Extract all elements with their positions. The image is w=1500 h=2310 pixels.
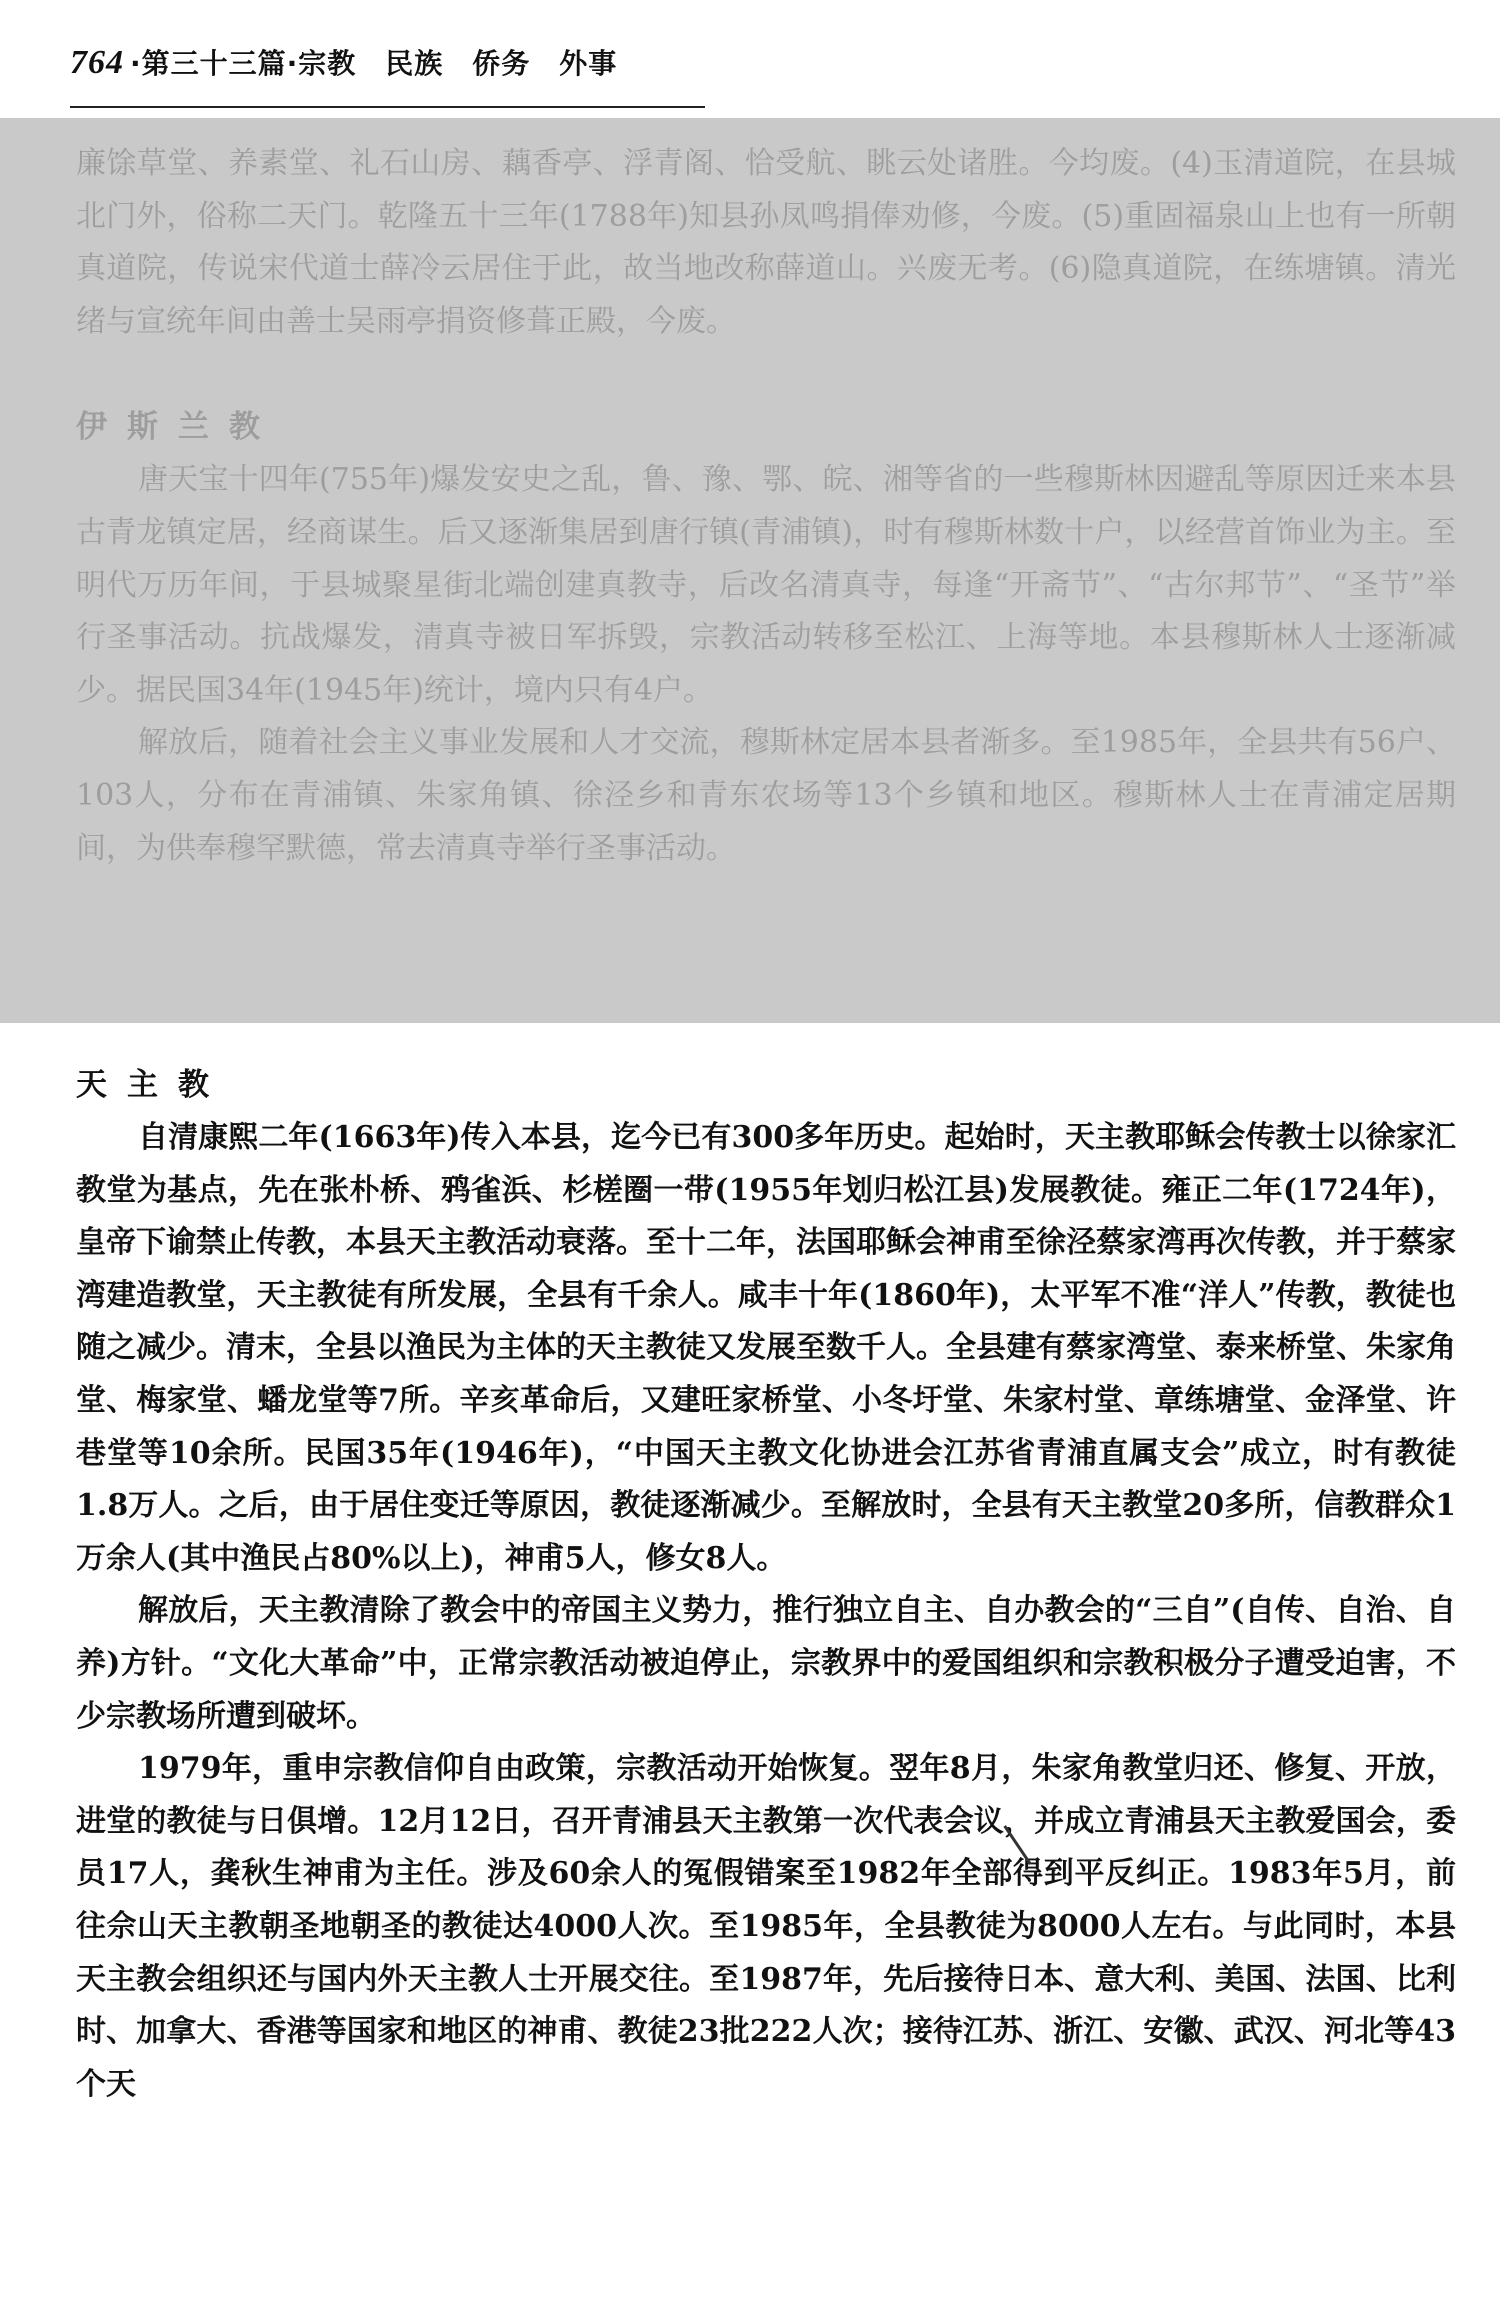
continuation-paragraph: 廉馀草堂、养素堂、礼石山房、藕香亭、浮青阁、恰受航、眺云处诸胜。今均废。(4)玉清道院，在县城北门外，俗称二天门。乾隆五十三年(1788年)知县孙凤鸣捐俸劝修，今废。(5)重固福泉山上也有一所朝真道院，传说宋代道士薛冷云居住于此，故当地改称薛道山。兴废无考。(6)隐真道院，在练塘镇。清光绪与宣统年间由善士吴雨亭捐资修葺正殿，今废。: [76, 146, 1456, 339]
islam-section: [76, 138, 1456, 875]
section-title: ·第三十三篇·宗教 民族 侨务 外事: [130, 47, 618, 80]
catholic-heading: 天主教: [76, 1067, 229, 1103]
islam-paragraph: 唐天宝十四年(755年)爆发安史之乱，鲁、豫、鄂、皖、湘等省的一些穆斯林因避乱等原因迁来本县古青龙镇定居，经商谋生。后又逐渐集居到唐行镇(青浦镇)，时有穆斯林数十户，以经营首饰业为主。至明代万历年间，于县城聚星街北端创建真教寺，后改名清真寺，每逢“开斋节”、“古尔邦节”、“圣节”举行圣事活动。抗战爆发，清真寺被日军拆毁，宗教活动转移至松江、上海等地。本县穆斯林人士逐渐减少。据民国34年(1945年)统计，境内只有4户。: [76, 462, 1456, 708]
islam-paragraph: 解放后，随着社会主义事业发展和人才交流，穆斯林定居本县者渐多。至1985年，全县共有56户、103人，分布在青浦镇、朱家角镇、徐泾乡和青东农场等13个乡镇和地区。穆斯林人士在青浦定居期间，为供奉穆罕默德，常去清真寺举行圣事活动。: [76, 725, 1456, 866]
page-number: 764: [70, 44, 124, 81]
islam-heading: 伊斯兰教: [76, 409, 280, 446]
catholic-paragraph: 1979年，重申宗教信仰自由政策，宗教活动开始恢复。翌年8月，朱家角教堂归还、修复、开放，进堂的教徒与日俱增。12月12日，召开青浦县天主教第一次代表会议，并成立青浦县天主教爱国会，委员17人，龚秋生神甫为主任。涉及60余人的冤假错案至1982年全部得到平反纠正。1983年5月，前往佘山天主教朝圣地朝圣的教徒达4000人次。至1985年，全县教徒为8000人左右。与此同时，本县天主教会组织还与国内外天主教人士开展交往。至1987年，先后接待日本、意大利、美国、法国、比利时、加拿大、香港等国家和地区的神甫、教徒23批222人次；接待江苏、浙江、安徽、武汉、河北等43个天: [76, 1751, 1456, 2102]
catholic-section: [76, 1058, 1456, 2111]
catholic-paragraph: 解放后，天主教清除了教会中的帝国主义势力，推行独立自主、自办教会的“三自”(自传、自治、自养)方针。“文化大革命”中，正常宗教活动被迫停止，宗教界中的爱国组织和宗教积极分子遭受迫害，不少宗教场所遭到破坏。: [76, 1593, 1456, 1734]
page-header: [70, 42, 705, 108]
catholic-paragraph: 自清康熙二年(1663年)传入本县，迄今已有300多年历史。起始时，天主教耶稣会传教士以徐家汇教堂为基点，先在张朴桥、鸦雀浜、杉槎圈一带(1955年划归松江县)发展教徒。雍正二年(1724年)，皇帝下谕禁止传教，本县天主教活动衰落。至十二年，法国耶稣会神甫至徐泾蔡家湾再次传教，并于蔡家湾建造教堂，天主教徒有所发展，全县有千余人。咸丰十年(1860年)，太平军不准“洋人”传教，教徒也随之减少。清末，全县以渔民为主体的天主教徒又发展至数千人。全县建有蔡家湾堂、泰来桥堂、朱家角堂、梅家堂、蟠龙堂等7所。辛亥革命后，又建旺家桥堂、小冬圩堂、朱家村堂、章练塘堂、金泽堂、许巷堂等10余所。民国35年(1946年)，“中国天主教文化协进会江苏省青浦直属支会”成立，时有教徒1.8万人。之后，由于居住变迁等原因，教徒逐渐减少。至解放时，全县有天主教堂20多所，信教群众1万余人(其中渔民占80%以上)，神甫5人，修女8人。: [76, 1120, 1456, 1576]
